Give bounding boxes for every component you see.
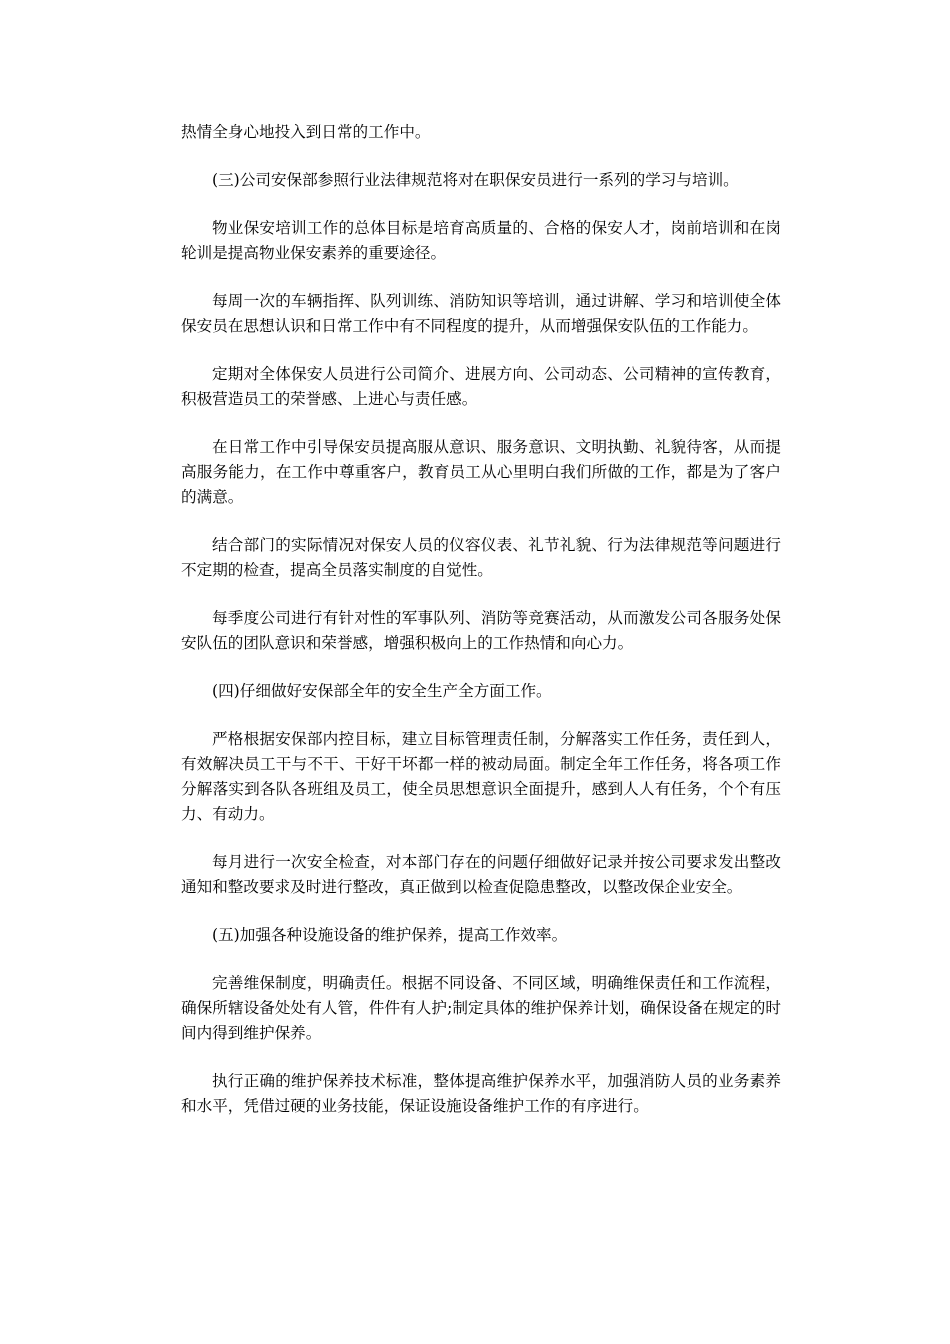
paragraph: 物业保安培训工作的总体目标是培育高质量的、合格的保安人才，岗前培训和在岗轮训是提高物业保安素养的重要途径。 [181,219,781,262]
paragraph: 在日常工作中引导保安员提高服从意识、服务意识、文明执勤、礼貌待客，从而提高服务能力，在工作中尊重客户，教育员工从心里明白我们所做的工作，都是为了客户的满意。 [181,438,781,506]
paragraph: 结合部门的实际情况对保安人员的仪容仪表、礼节礼貌、行为法律规范等问题进行不定期的检查，提高全员落实制度的自觉性。 [181,536,781,579]
paragraph: 完善维保制度，明确责任。根据不同设备、不同区域，明确维保责任和工作流程，确保所辖设备处处有人管，件件有人护;制定具体的维护保养计划，确保设备在规定的时间内得到维护保养。 [181,974,781,1042]
section-heading: (五)加强各种设施设备的维护保养，提高工作效率。 [212,926,568,944]
paragraph: 执行正确的维护保养技术标准，整体提高维护保养水平，加强消防人员的业务素养和水平，凭借过硬的业务技能，保证设施设备维护工作的有序进行。 [181,1072,781,1115]
paragraph: 每月进行一次安全检查，对本部门存在的问题仔细做好记录并按公司要求发出整改通知和整改要求及时进行整改，真正做到以检查促隐患整改，以整改保企业安全。 [181,853,781,896]
section-heading: (三)公司安保部参照行业法律规范将对在职保安员进行一系列的学习与培训。 [212,171,739,189]
paragraph: 热情全身心地投入到日常的工作中。 [181,123,431,141]
paragraph: 每季度公司进行有针对性的军事队列、消防等竞赛活动，从而激发公司各服务处保安队伍的团队意识和荣誉感，增强积极向上的工作热情和向心力。 [181,609,781,652]
paragraph: 每周一次的车辆指挥、队列训练、消防知识等培训，通过讲解、学习和培训使全体保安员在思想认识和日常工作中有不同程度的提升，从而增强保安队伍的工作能力。 [181,292,781,335]
document-body [181,120,781,1142]
section-heading: (四)仔细做好安保部全年的安全生产全方面工作。 [212,682,552,700]
paragraph: 定期对全体保安人员进行公司简介、进展方向、公司动态、公司精神的宣传教育，积极营造员工的荣誉感、上进心与责任感。 [181,365,781,408]
paragraph: 严格根据安保部内控目标，建立目标管理责任制，分解落实工作任务，责任到人，有效解决员工干与不干、干好干坏都一样的被动局面。制定全年工作任务，将各项工作分解落实到各队各班组及员工，使全员思想意识全面提升，感到人人有任务，个个有压力、有动力。 [181,730,781,823]
